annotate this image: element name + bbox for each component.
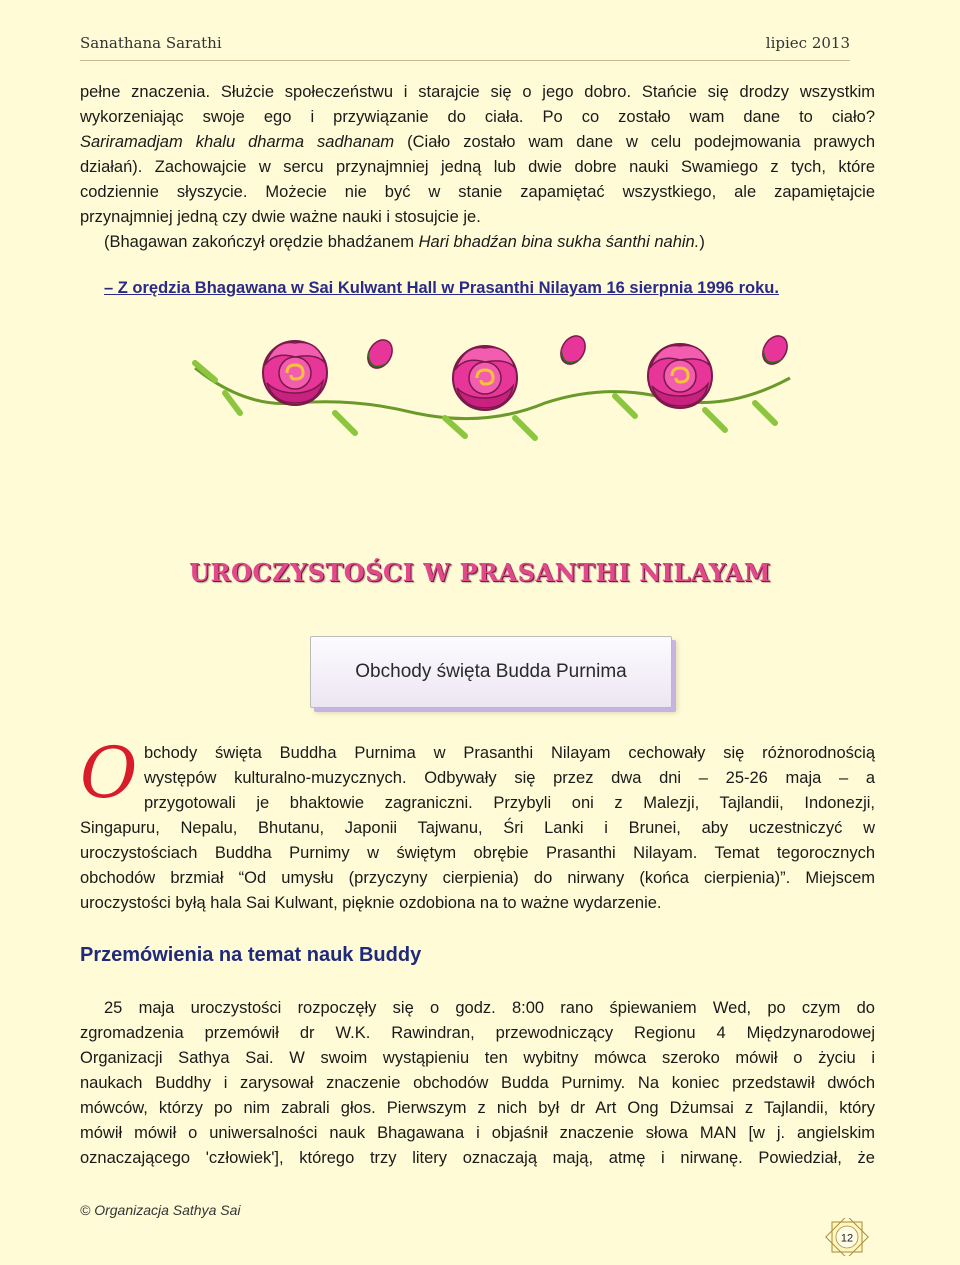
paragraph-line: mówców, którzy po nim zabrali głos. Pierwszym z nich był dr Art Ong Dżumsai z Tajlandii, który [80, 1099, 875, 1117]
sanskrit-quote: Sariramadjam khalu dharma sadhanam [80, 133, 395, 151]
header-publication: Sanathana Sarathi [80, 34, 222, 52]
rose-bud [556, 332, 590, 369]
closing-note: (Bhagawan zakończył orędzie bhadźanem Hari bhadźan bina sukha śanthi nahin.) [104, 233, 705, 251]
source-citation: – Z orędzia Bhagawana w Sai Kulwant Hall w Prasanthi Nilayam 16 sierpnia 1996 roku. [104, 279, 779, 297]
article-title: UROCZYSTOŚCI W PRASANTHI NILAYAM [189, 558, 771, 587]
page-header [80, 30, 850, 61]
intro-line: działań). Zachowajcie w sercu przynajmniej jedną lub dwie dobre nauki Swamiego z tych, które [80, 158, 875, 176]
intro-line: Sariramadjam khalu dharma sadhanam (Ciało zostało wam dane w celu podejmowania prawych [80, 133, 875, 151]
section-heading: Przemówienia na temat nauk Buddy [80, 944, 422, 966]
bhajan-title: Hari bhadźan bina sukha śanthi nahin. [418, 233, 700, 251]
rose-flower [453, 346, 517, 410]
article-paragraph [80, 741, 875, 916]
paragraph-line: oznaczającego 'człowiek'], którego trzy litery oznaczają mają, atmę i nirwanę. Powiedział, że [80, 1149, 875, 1167]
speech-paragraph [80, 996, 875, 1171]
rose-flower [648, 344, 712, 408]
page-number: 12 [840, 1232, 854, 1245]
paragraph-line: zgromadzenia przemówił dr W.K. Rawindran, przewodniczący Regionu 4 Międzynarodowej [80, 1024, 875, 1042]
intro-line: codziennie słyszycie. Możecie nie być w stanie zapamiętać wszystkiego, ale zapamiętajcie [80, 183, 875, 201]
paragraph-line: bchody święta Buddha Purnima w Prasanthi Nilayam cechowały się różnorodnością [144, 744, 875, 762]
paragraph-line: mówił mówił o uniwersalności nauk Bhagawana i objaśnił znaczenie słowa MAN [w j. angielskim [80, 1124, 875, 1142]
subtitle-box [310, 636, 672, 708]
header-date: lipiec 2013 [765, 34, 850, 52]
article-subtitle: Obchody święta Budda Purnima [355, 661, 627, 682]
footer-copyright: © Organizacja Sathya Sai [80, 1202, 241, 1218]
paragraph-line: naukach Buddhy i zarysował znaczenie obchodów Budda Purnimy. Na koniec przedstawił dwóch [80, 1074, 875, 1092]
paragraph-line: uroczystościach Buddha Purnimy w świętym obrębie Prasanthi Nilayam. Temat tegorocznych [80, 844, 875, 862]
paragraph-line: występów kulturalno-muzycznych. Odbywały się przez dwa dni – 25-26 maja – a [144, 769, 875, 787]
rose-bud [758, 332, 792, 369]
intro-line: przynajmniej jedną czy dwie ważne nauki i stosujcie je. [80, 208, 481, 226]
page-number-badge [824, 1218, 870, 1256]
paragraph-line: obchodów brzmiał “Od umysłu (przyczyny cierpienia) do nirwany (końca cierpienia)”. Miejscem [80, 869, 875, 887]
paragraph-line: 25 maja uroczystości rozpoczęły się o godz. 8:00 rano śpiewaniem Wed, po czym do [104, 999, 875, 1017]
paragraph-line: Singapuru, Nepalu, Bhutanu, Japonii Tajwanu, Śri Lanki i Brunei, aby uczestniczyć w [80, 819, 875, 837]
paragraph-line: uroczystości byłą hala Sai Kulwant, pięknie ozdobiona na to ważne wydarzenie. [80, 894, 662, 912]
roses-border-image [185, 318, 800, 444]
intro-line: pełne znaczenia. Służcie społeczeństwu i starajcie się o jego dobro. Stańcie się drodzy wszystkim [80, 83, 875, 101]
rose-bud [363, 336, 397, 373]
drop-cap: O [80, 732, 138, 814]
rose-flower [263, 341, 327, 405]
paragraph-line: przygotowali je bhaktowie zagraniczni. Przybyli oni z Malezji, Tajlandii, Indonezji, [144, 794, 875, 812]
intro-paragraph [80, 80, 875, 255]
paragraph-line: Organizacji Sathya Sai. W swoim wystąpieniu ten wybitny mówca szeroko mówił o życiu i [80, 1049, 875, 1067]
intro-line: wykorzeniając swoje ego i przywiązanie do ciała. Po co zostało wam dane to ciało? [80, 108, 875, 126]
